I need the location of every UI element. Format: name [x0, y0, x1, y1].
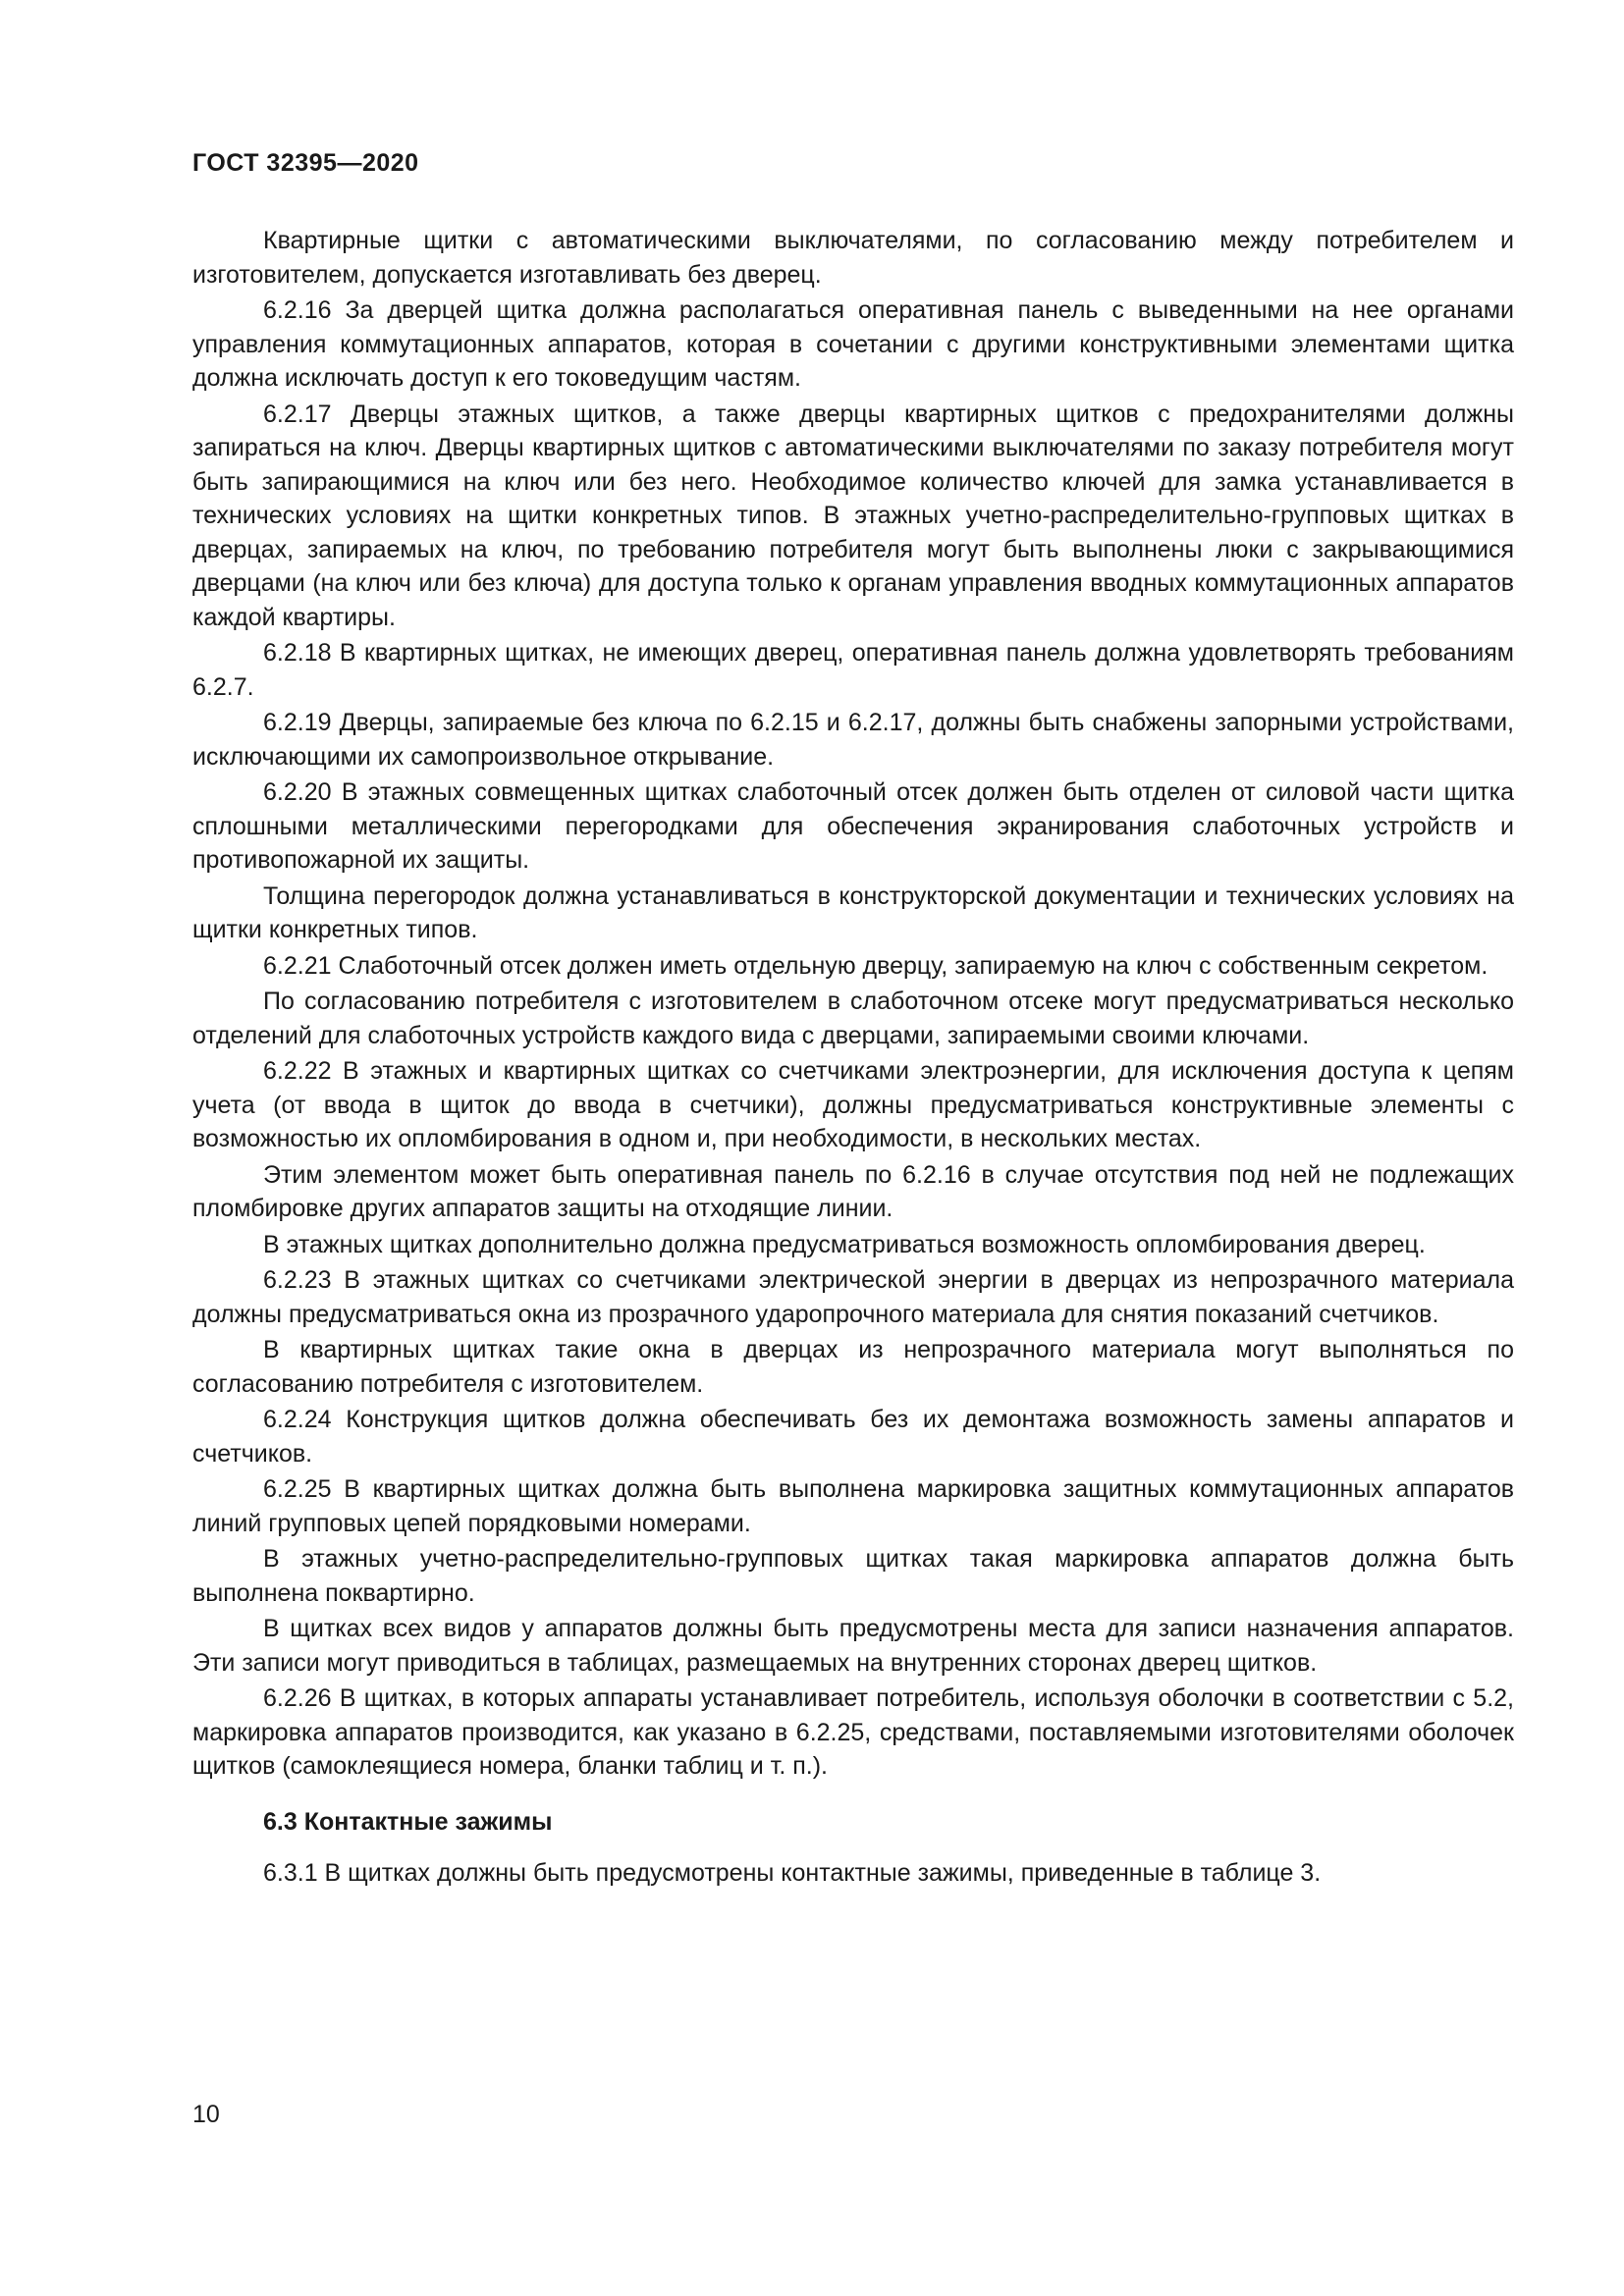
paragraph: В щитках всех видов у аппаратов должны быть предусмотрены места для записи назначения аппаратов. Эти записи могут приводиться в таблицах, размещаемых на внутренних сторонах дверец щитков. [192, 1615, 1514, 1677]
paragraph-6-3-1: 6.3.1 В щитках должны быть предусмотрены контактные зажимы, приведенные в таблице 3. [263, 1859, 1322, 1887]
paragraph-6-2-26: 6.2.26 В щитках, в которых аппараты устанавливает потребитель, используя оболочки в соответствии с 5.2, маркировка аппаратов производится, как указано в 6.2.25, средствами, поставляемыми изготовителями оболочек щитков (самоклеящиеся номера, бланки таблиц и т. п.). [192, 1684, 1514, 1780]
paragraph-6-2-20: 6.2.20 В этажных совмещенных щитках слаботочный отсек должен быть отделен от силовой части щитка сплошными металлическими перегородками для обеспечения экранирования слаботочных устройств и противопожарной их защиты. [192, 778, 1514, 874]
paragraph: Толщина перегородок должна устанавливаться в конструкторской документации и технических условиях на щитки конкретных типов. [192, 881, 1514, 943]
document-body [192, 224, 1514, 1893]
paragraph-6-2-18: 6.2.18 В квартирных щитках, не имеющих дверец, оперативная панель должна удовлетворять требованиям 6.2.7. [192, 639, 1514, 701]
paragraph-6-2-16: 6.2.16 За дверцей щитка должна располагаться оперативная панель с выведенными на нее органами управления коммутационных аппаратов, которая в сочетании с другими конструктивными элементами щитка должна исключать доступ к его токоведущим частям. [192, 296, 1514, 392]
paragraph-6-2-21: 6.2.21 Слаботочный отсек должен иметь отдельную дверцу, запираемую на ключ с собственным секретом. [263, 951, 1489, 980]
paragraph-6-2-23: 6.2.23 В этажных щитках со счетчиками электрической энергии в дверцах из непрозрачного материала должны предусматриваться окна из прозрачного ударопрочного материала для снятия показаний счетчиков. [192, 1266, 1514, 1328]
paragraph-6-2-22: 6.2.22 В этажных и квартирных щитках со счетчиками электроэнергии, для исключения доступа к цепям учета (от ввода в щиток до ввода в счетчики), должны предусматриваться конструктивные элементы с возможностью их опломбирования в одном и, при необходимости, в нескольких местах. [192, 1057, 1514, 1152]
paragraph: По согласованию потребителя с изготовителем в слаботочном отсеке могут предусматриваться несколько отделений для слаботочных устройств каждого вида с дверцами, запираемыми своими ключами. [192, 988, 1514, 1049]
paragraph-6-2-25: 6.2.25 В квартирных щитках должна быть выполнена маркировка защитных коммутационных аппаратов линий групповых цепей порядковыми номерами. [192, 1475, 1514, 1537]
standard-code-header: ГОСТ 32395—2020 [192, 149, 419, 177]
paragraph: Этим элементом может быть оперативная панель по 6.2.16 в случае отсутствия под ней не подлежащих пломбировке других аппаратов защиты на отходящие линии. [192, 1160, 1514, 1222]
section-heading-6-3: 6.3 Контактные зажимы [263, 1807, 553, 1836]
paragraph: Квартирные щитки с автоматическими выключателями, по согласованию между потребителем и изготовителем, допускается изготавливать без дверец. [192, 227, 1514, 289]
paragraph-6-2-19: 6.2.19 Дверцы, запираемые без ключа по 6.2.15 и 6.2.17, должны быть снабжены запорными устройствами, исключающими их самопроизвольное открывание. [192, 709, 1514, 771]
paragraph-6-2-24: 6.2.24 Конструкция щитков должна обеспечивать без их демонтажа возможность замены аппаратов и счетчиков. [192, 1406, 1514, 1468]
paragraph: В этажных щитках дополнительно должна предусматриваться возможность опломбирования дверец. [263, 1230, 1426, 1258]
paragraph-6-2-17: 6.2.17 Дверцы этажных щитков, а также дверцы квартирных щитков с предохранителями должны запираться на ключ. Дверцы квартирных щитков с автоматическими выключателями по заказу потребителя могут быть запирающимися на ключ или без него. Необходимое количество ключей для замка устанавливается в технических условиях на щитки конкретных типов. В этажных учетно-распределительно-групповых щитках в дверцах, запираемых на ключ, по требованию потребителя могут быть выполнены люки с закрывающимися дверцами (на ключ или без ключа) для доступа только к органам управления вводных коммутационных аппаратов каждой квартиры. [192, 400, 1514, 631]
paragraph: В этажных учетно-распределительно-групповых щитках такая маркировка аппаратов должна быть выполнена поквартирно. [192, 1545, 1514, 1607]
page-number: 10 [192, 2101, 220, 2128]
paragraph: В квартирных щитках такие окна в дверцах из непрозрачного материала могут выполняться по согласованию потребителя с изготовителем. [192, 1336, 1514, 1398]
